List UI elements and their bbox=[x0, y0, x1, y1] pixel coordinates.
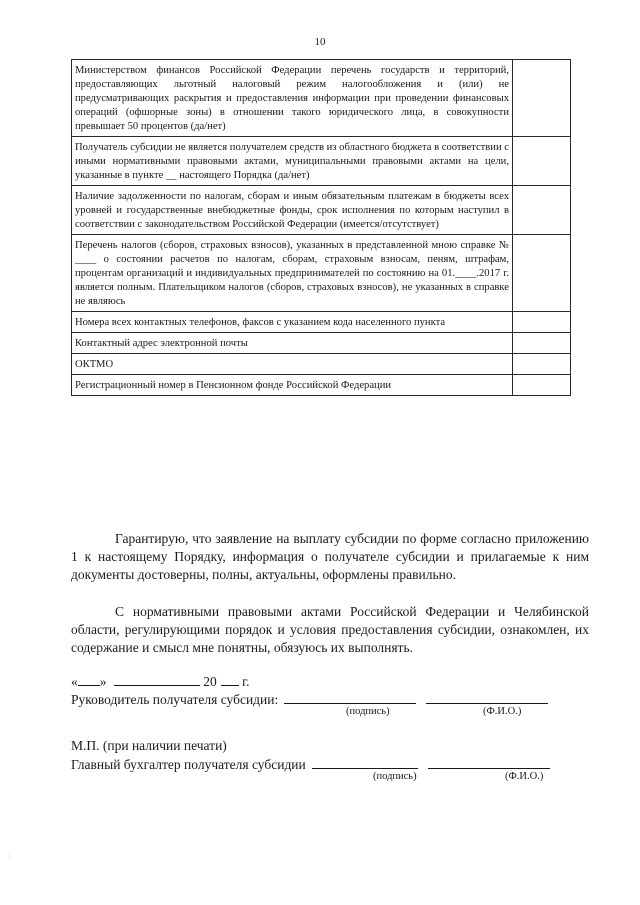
page-number: 10 bbox=[314, 36, 326, 48]
row-label: Наличие задолженности по налогам, сборам и иным обязательным платежам в бюджеты всех уровней и государственные внебюджетные фонды, срок исполнения по которым наступил в соответствии с законодательством Российской Федерации (имеется/отсутствует) bbox=[72, 186, 513, 235]
row-answer-cell[interactable] bbox=[513, 60, 571, 137]
table-row bbox=[72, 186, 571, 235]
table-row bbox=[72, 375, 571, 396]
table-row bbox=[72, 333, 571, 354]
head-name-blank[interactable] bbox=[426, 691, 548, 704]
year-prefix: 20 bbox=[203, 674, 217, 689]
scan-speck: · bbox=[8, 852, 11, 861]
row-label: Контактный адрес электронной почты bbox=[72, 333, 513, 354]
year-suffix: г. bbox=[242, 674, 250, 689]
row-label: Перечень налогов (сборов, страховых взносов), указанных в представленной мною справке № ____ о состоянии расчетов по налогам, сборам, страховым взносам, пеням, штрафам, процентам организаций и индивидуальных предпринимателей по состоянию на 01.____.2017 г. является полным. Плательщиком налогов (сборов, страховых взносов), не указанных в справке не являюсь bbox=[72, 235, 513, 312]
accountant-signature-label: Главный бухгалтер получателя субсидии bbox=[71, 757, 306, 772]
date-open-quote: « bbox=[71, 674, 78, 689]
date-line bbox=[71, 673, 250, 690]
head-signature-label: Руководитель получателя субсидии: bbox=[71, 692, 279, 707]
row-label: Министерством финансов Российской Федерации перечень государств и территорий, предоставляющих льготный налоговый режим налогообложения и (или) не предусматривающих раскрытия и предоставления информации при проведении финансовых операций (офшорные зоны) в отношении такого юридического лица, в совокупности превышает 50 процентов (да/нет) bbox=[72, 60, 513, 137]
row-label: Регистрационный номер в Пенсионном фонде Российской Федерации bbox=[72, 375, 513, 396]
month-blank[interactable] bbox=[114, 673, 200, 686]
day-blank[interactable] bbox=[78, 673, 100, 686]
row-answer-cell[interactable] bbox=[513, 375, 571, 396]
accountant-signature-line bbox=[71, 756, 550, 773]
table-row bbox=[72, 60, 571, 137]
accountant-name-blank[interactable] bbox=[428, 756, 550, 769]
table-row bbox=[72, 137, 571, 186]
row-answer-cell[interactable] bbox=[513, 312, 571, 333]
head-name-caption: (Ф.И.О.) bbox=[483, 706, 522, 717]
row-label: ОКТМО bbox=[72, 354, 513, 375]
row-label: Получатель субсидии не является получателем средств из областного бюджета в соответствии с иными нормативными правовыми актами, муниципальными правовыми актами на цели, указанные в пункте __ настоящего Порядка (да/нет) bbox=[72, 137, 513, 186]
head-signature-blank[interactable] bbox=[284, 691, 416, 704]
accountant-signature-caption: (подпись) bbox=[373, 771, 417, 782]
row-answer-cell[interactable] bbox=[513, 186, 571, 235]
head-signature-line bbox=[71, 691, 548, 708]
table-row bbox=[72, 235, 571, 312]
recipient-info-table bbox=[71, 59, 571, 396]
table-row bbox=[72, 312, 571, 333]
row-answer-cell[interactable] bbox=[513, 235, 571, 312]
date-close-quote: » bbox=[99, 674, 107, 689]
row-answer-cell[interactable] bbox=[513, 137, 571, 186]
accountant-signature-blank[interactable] bbox=[312, 756, 418, 769]
head-signature-caption: (подпись) bbox=[346, 706, 390, 717]
guarantee-paragraph: Гарантирую, что заявление на выплату субсидии по форме согласно приложению 1 к настоящему Порядку, информация о получателе субсидии и прилагаемые к ним документы достоверны, полны, актуальны, оформлены правильно. bbox=[71, 531, 589, 582]
year-blank[interactable] bbox=[221, 673, 239, 686]
row-answer-cell[interactable] bbox=[513, 333, 571, 354]
table-row bbox=[72, 354, 571, 375]
row-answer-cell[interactable] bbox=[513, 354, 571, 375]
acknowledge-paragraph: С нормативными правовыми актами Российской Федерации и Челябинской области, регулирующими порядок и условия предоставления субсидии, ознакомлен, их содержание и смысл мне понятны, обязуюсь их выполнять. bbox=[71, 604, 589, 655]
accountant-name-caption: (Ф.И.О.) bbox=[505, 771, 544, 782]
row-label: Номера всех контактных телефонов, факсов с указанием кода населенного пункта bbox=[72, 312, 513, 333]
stamp-note: М.П. (при наличии печати) bbox=[71, 738, 227, 753]
